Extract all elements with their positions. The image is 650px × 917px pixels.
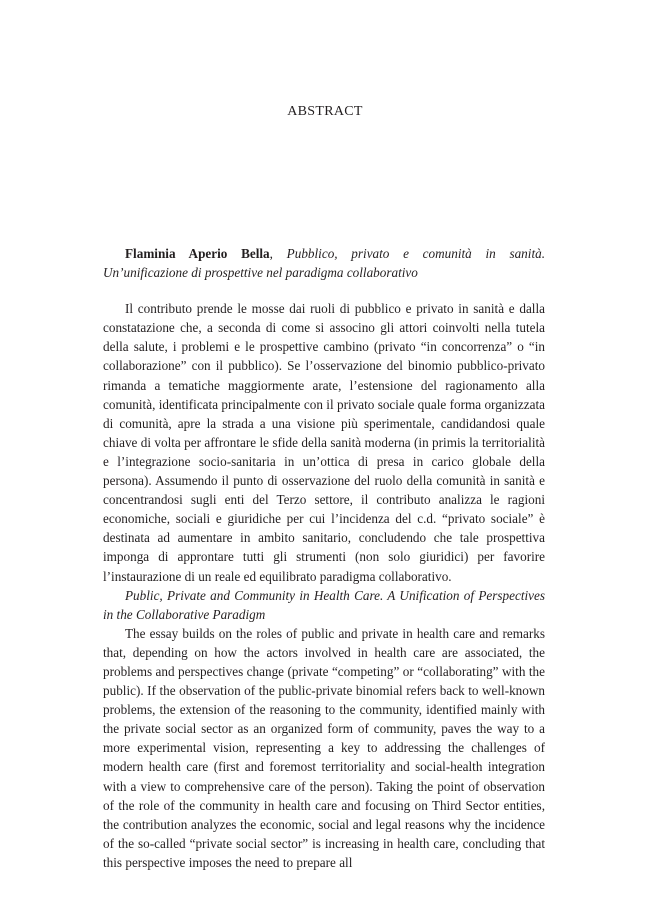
abstract-body [103, 244, 545, 872]
byline [103, 244, 545, 282]
italian-abstract: Il contributo prende le mosse dai ruoli di pubblico e privato in sanità e dalla constatazione che, a seconda di come si associno gli attori coinvolti nella tutela della salute, i problemi e le prospettive cambino (privato “in concorrenza” o “in collaborazione” con il pubblico). Se l’osservazione del binomio pubblico-privato rimanda a tematiche maggiormente arate, l’estensione del ragionamento alla comunità, identificata principalmente con il privato sociale quale forma organizzata di comunità, apre la strada a una visione più sperimentale, candidandosi quale chiave di volta per affrontare le sfide della sanità moderna (in primis la territorialità e l’integrazione socio-sanitaria in un’ottica di presa in carico globale della persona). Assumendo il punto di osservazione del ruolo della comunità in sanità e concentrandosi sugli enti del Terzo settore, il contributo analizza le ragioni economiche, sociali e giuridiche per cui l’incidenza del c.d. “privato sociale” è destinata ad aumentare in ambito sanitario, concludendo che tale prospettiva imponga di approntare tutti gli strumenti (non solo giuridici) per favorire l’instaurazione di un reale ed equilibrato paradigma collaborativo. [103, 301, 545, 584]
english-title: Public, Private and Community in Health Care. A Unification of Perspectives in the Collaborative Paradigm [103, 587, 545, 622]
abstract-heading: ABSTRACT [287, 104, 363, 119]
byline-separator: , [269, 246, 287, 261]
english-abstract: The essay builds on the roles of public and private in health care and remarks that, depending on how the actors involved in health care are associated, the problems and perspectives change (private “competing” or “collaborating” with the public). If the observation of the public-private binomial refers back to well-known problems, the extension of the reasoning to the community, identified mainly with the private social sector as an organized form of community, paves the way to a more experimental vision, representing a key to addressing the challenges of modern health care (first and foremost territoriality and social-health integration with a view to comprehensive care of the person). Taking the point of observation of the role of the community in health care and focusing on Third Sector entities, the contribution analyzes the economic, social and legal reasons why the incidence of the so-called “private social sector” is increasing in health care, concluding that this perspective imposes the need to prepare all [103, 625, 545, 870]
author-name: Flaminia Aperio Bella [125, 246, 270, 261]
article-title: Pubblico, privato e comunità in sanità. Un’unificazione di prospettive nel paradigma collaborativo [103, 246, 545, 281]
